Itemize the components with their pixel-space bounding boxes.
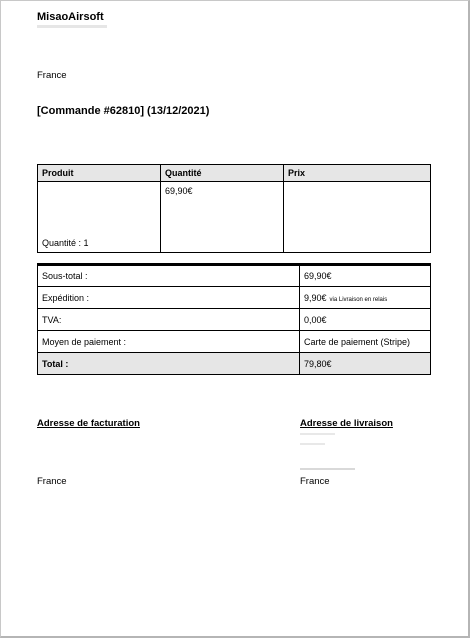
redacted-line [300, 433, 335, 435]
redacted-line [300, 468, 355, 470]
total-label: Total : [38, 353, 300, 375]
subtotal-label: Sous-total : [38, 265, 300, 287]
item-price: 69,90€ [165, 186, 193, 196]
subtotal-row [38, 265, 431, 287]
shipping-value-cell [300, 287, 431, 309]
shipping-value: 9,90€ [304, 292, 327, 303]
billing-heading: Adresse de facturation [37, 418, 140, 429]
shipping-address-heading: Adresse de livraison [300, 418, 393, 429]
product-cell [38, 182, 161, 253]
header-quantity: Quantité [161, 165, 284, 182]
redacted-line [300, 443, 325, 445]
shipping-label: Expédition : [38, 287, 300, 309]
shipping-note: via Livraison en relais [329, 296, 388, 303]
shop-name: MisaoAirsoft [37, 11, 104, 23]
shipping-row [38, 287, 431, 309]
payment-row [38, 331, 431, 353]
redacted-line [37, 25, 107, 28]
quantity-label: Quantité : 1 [42, 238, 89, 248]
header-price: Prix [284, 165, 431, 182]
tax-row [38, 309, 431, 331]
order-title: [Commande #62810] (13/12/2021) [37, 105, 210, 117]
tax-label: TVA: [38, 309, 300, 331]
shop-country: France [37, 70, 67, 81]
billing-country: France [37, 476, 67, 487]
payment-value: Carte de paiement (Stripe) [300, 331, 431, 353]
total-value: 79,80€ [300, 353, 431, 375]
payment-label: Moyen de paiement : [38, 331, 300, 353]
price-cell [284, 182, 431, 253]
shipping-country: France [300, 476, 330, 487]
subtotal-value: 69,90€ [300, 265, 431, 287]
totals-table [37, 263, 431, 375]
tax-value: 0,00€ [300, 309, 431, 331]
header-product: Produit [38, 165, 161, 182]
table-row [38, 182, 431, 253]
total-row [38, 353, 431, 375]
order-items-table [37, 164, 431, 253]
quantity-cell [161, 182, 284, 253]
